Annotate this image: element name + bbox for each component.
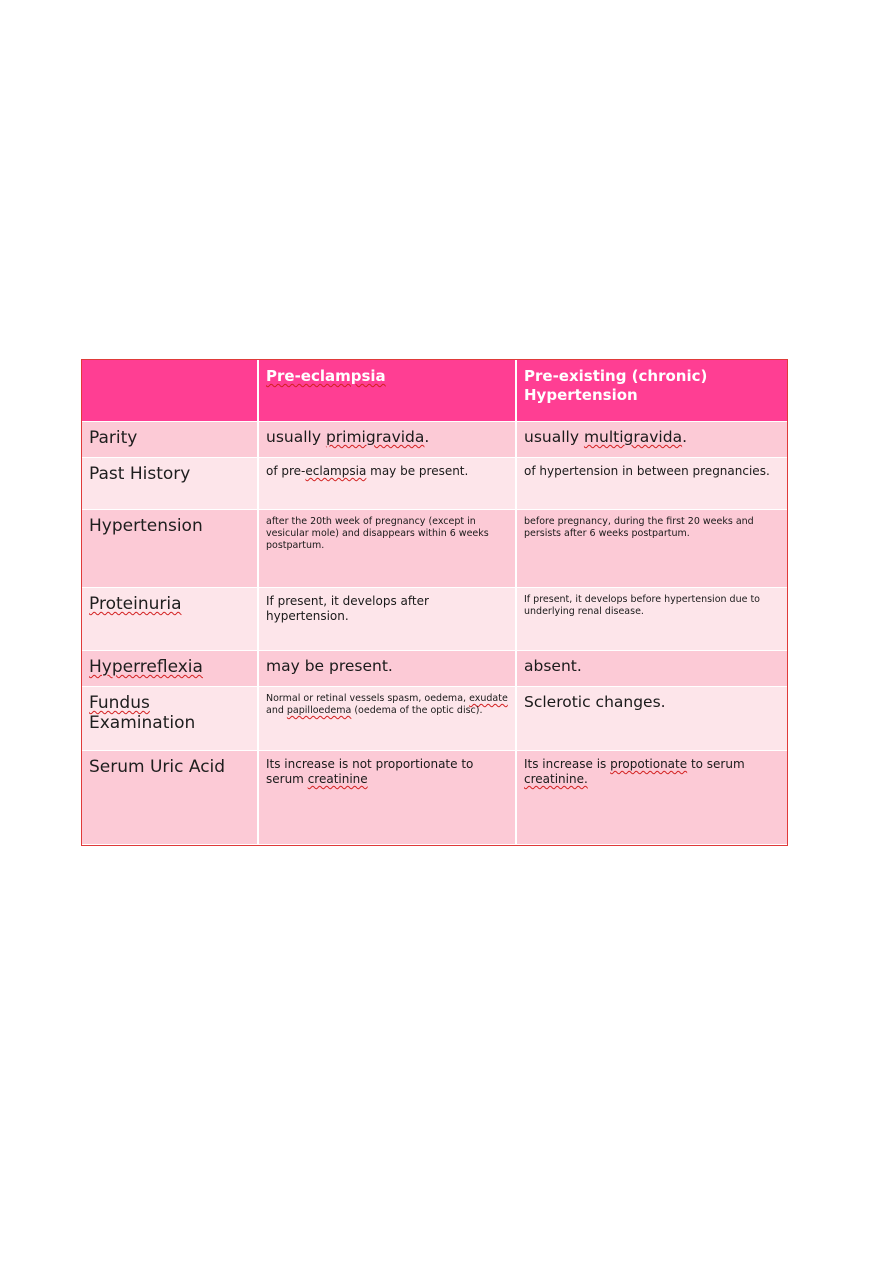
cell-past-history-pre-eclampsia — [258, 458, 516, 510]
header-chronic-line1: Pre-existing (chronic) — [524, 367, 708, 385]
cell-parity-pre-eclampsia — [258, 422, 516, 458]
table-row-fundus-examination — [82, 687, 787, 751]
text-segment: of pre- — [266, 464, 306, 478]
row-label-fundus-examination — [82, 687, 258, 751]
cell-fundus-pre-eclampsia — [258, 687, 516, 751]
table-row-hyperreflexia — [82, 651, 787, 687]
header-pre-eclampsia — [258, 360, 516, 422]
spellcheck-word: eclampsia — [305, 464, 367, 478]
text-segment: usually — [266, 428, 326, 446]
text-segment: . — [424, 428, 430, 446]
text-segment: . — [682, 428, 688, 446]
header-chronic-hypertension — [516, 360, 787, 422]
row-label-proteinuria: Proteinuria — [89, 594, 182, 614]
comparison-table — [81, 359, 788, 846]
text-segment: Normal or retinal vessels spasm, oedema, — [266, 693, 470, 704]
cell-past-history-chronic: of hypertension in between pregnancies. — [516, 458, 787, 510]
text-segment: may be present. — [366, 464, 469, 478]
cell-hyperreflexia-chronic: absent. — [516, 651, 787, 687]
table-header-row — [82, 360, 787, 422]
row-label-hyperreflexia-cell — [82, 651, 258, 687]
row-label-fundus-line2: Examination — [89, 713, 196, 733]
spellcheck-word: exudate — [469, 693, 508, 704]
cell-hypertension-chronic: before pregnancy, during the first 20 weeks and persists after 6 weeks postpartum. — [516, 510, 787, 588]
spellcheck-word: creatinine. — [524, 772, 588, 786]
spellcheck-word: creatinine — [307, 772, 368, 786]
table-row-past-history — [82, 458, 787, 510]
text-segment: to serum — [687, 757, 745, 771]
text-segment: (oedema of the optic disc). — [351, 705, 483, 716]
row-label-serum-uric-acid: Serum Uric Acid — [82, 751, 258, 845]
text-segment: Its increase is — [524, 757, 611, 771]
row-label-hyperreflexia: Hyperreflexia — [89, 657, 203, 677]
cell-proteinuria-chronic: If present, it develops before hypertension due to underlying renal disease. — [516, 588, 787, 651]
spellcheck-word: papilloedema — [286, 705, 352, 716]
cell-parity-chronic — [516, 422, 787, 458]
table-row-parity — [82, 422, 787, 458]
text-segment: usually — [524, 428, 584, 446]
row-label-hypertension: Hypertension — [82, 510, 258, 588]
text-segment: Its increase is not proportionate to serum — [266, 757, 474, 786]
comparison-table-grid — [82, 360, 787, 845]
spellcheck-word: multigravida — [583, 428, 683, 446]
cell-hypertension-pre-eclampsia: after the 20th week of pregnancy (except in vesicular mole) and disappears within 6 weeks postpartum. — [258, 510, 516, 588]
cell-fundus-chronic: Sclerotic changes. — [516, 687, 787, 751]
row-label-parity: Parity — [82, 422, 258, 458]
header-chronic-line2: Hypertension — [524, 386, 638, 404]
header-empty-cell — [82, 360, 258, 422]
cell-hyperreflexia-pre-eclampsia: may be present. — [258, 651, 516, 687]
table-row-serum-uric-acid — [82, 751, 787, 845]
header-pre-eclampsia-label: Pre-eclampsia — [266, 367, 386, 385]
row-label-fundus-line1: Fundus — [89, 693, 150, 713]
spellcheck-word: propotionate — [610, 757, 688, 771]
cell-proteinuria-pre-eclampsia: If present, it develops after hypertension. — [258, 588, 516, 651]
text-segment: and — [266, 705, 287, 716]
cell-uric-acid-chronic — [516, 751, 787, 845]
table-row-hypertension — [82, 510, 787, 588]
table-row-proteinuria — [82, 588, 787, 651]
spellcheck-word: primigravida — [325, 428, 425, 446]
cell-uric-acid-pre-eclampsia — [258, 751, 516, 845]
row-label-past-history: Past History — [82, 458, 258, 510]
row-label-proteinuria-cell — [82, 588, 258, 651]
